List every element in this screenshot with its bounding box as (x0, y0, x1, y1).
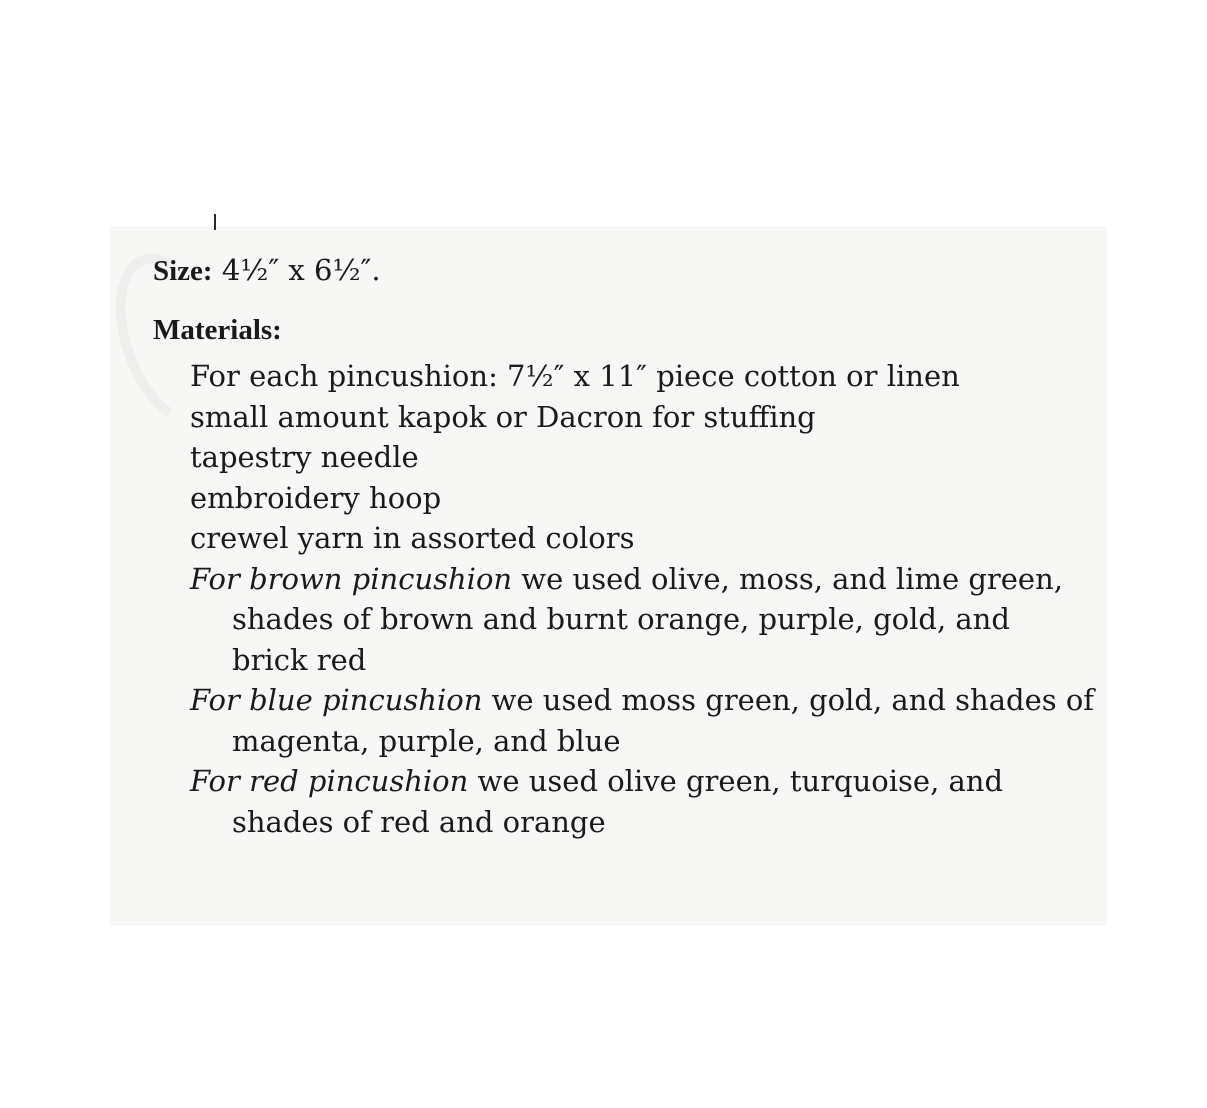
color-note-text: shades of brown and burnt orange, purple, gold, and (232, 602, 1010, 636)
material-item: embroidery hoop (190, 480, 442, 515)
size-value: 4½″ x 6½″. (221, 253, 381, 287)
materials-heading: Materials: (153, 314, 282, 346)
size-line (153, 250, 381, 291)
size-label: Size: (153, 255, 213, 287)
color-note-red (190, 761, 1095, 842)
color-note-text: we used olive, moss, and lime green, (512, 561, 1063, 596)
material-item: For each pincushion: 7½″ x 11″ piece cotton or linen (190, 359, 960, 393)
color-note-lead: For red pincushion (190, 764, 469, 798)
color-note-text: brick red (232, 642, 367, 677)
color-note-text: we used olive green, turquoise, and (468, 764, 1004, 798)
material-item: small amount kapok or Dacron for stuffing (190, 399, 816, 434)
color-note-lead: For brown pincushion (190, 561, 513, 596)
color-note-text: shades of red and orange (232, 804, 606, 839)
color-note-lead: For blue pincushion (190, 683, 483, 717)
color-note-brown (190, 559, 1095, 681)
color-note-text: we used moss green, gold, and shades of (482, 683, 1095, 717)
color-note-blue (190, 680, 1095, 761)
material-item: tapestry needle (190, 440, 419, 474)
materials-list (190, 356, 1095, 842)
material-item: crewel yarn in assorted colors (190, 521, 635, 555)
color-note-text: magenta, purple, and blue (232, 723, 621, 758)
cropped-letter-fragment (214, 214, 216, 230)
